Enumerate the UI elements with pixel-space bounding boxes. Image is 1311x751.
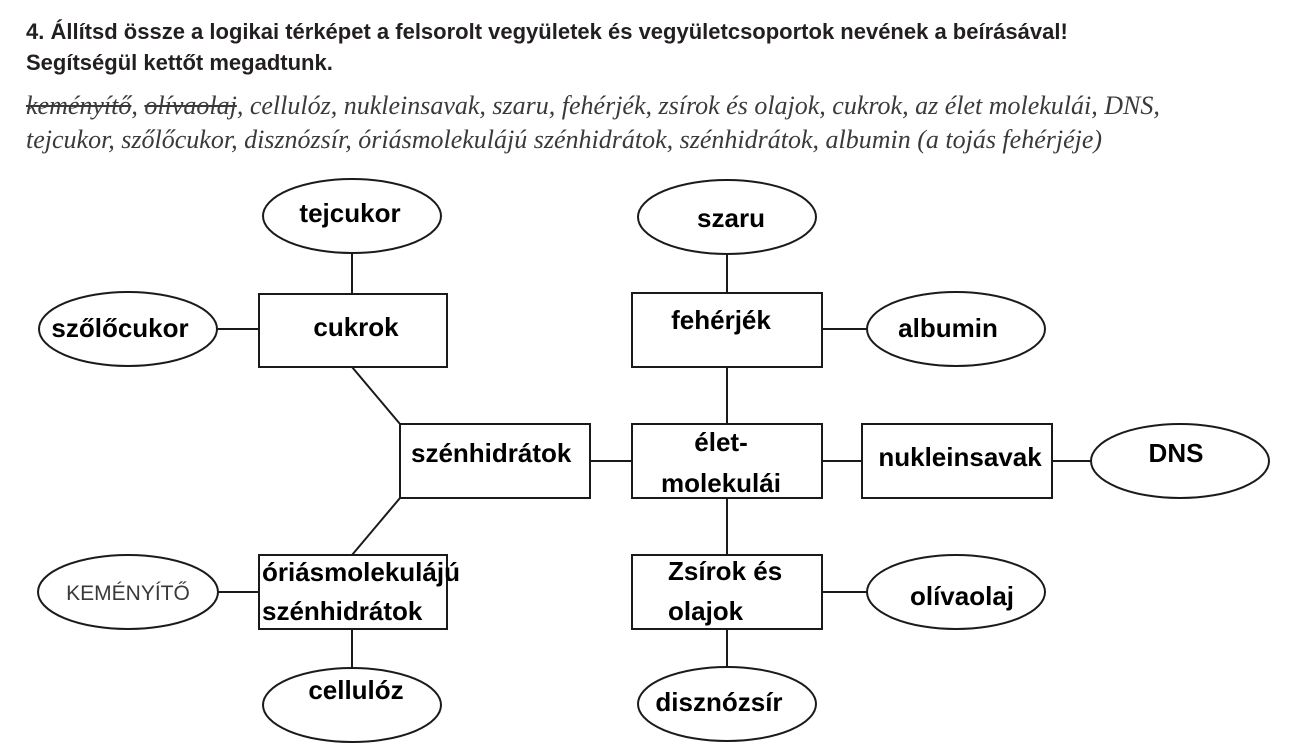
term-list-rest-1: , cellulóz, nukleinsavak, szaru, fehérjék, zsírok és olajok, cukrok, az élet molekulái, DNS, — [236, 91, 1160, 120]
node-nukleinsavak-label: nukleinsavak — [878, 442, 1042, 472]
node-szaru-label: szaru — [697, 203, 765, 233]
node-disznozsir-label: disznózsír — [655, 687, 783, 717]
term-list-line-2: tejcukor, szőlőcukor, disznózsír, óriásmolekulájú szénhidrátok, szénhidrátok, albumin (a tojás fehérjéje) — [26, 125, 1103, 154]
node-elet-molekulai-label-1: élet- — [694, 427, 748, 457]
node-oriasmolekulaju-label-2: szénhidrátok — [262, 596, 423, 626]
node-cukrok — [259, 294, 447, 367]
node-nukleinsavak — [862, 424, 1052, 498]
node-disznozsir — [638, 667, 816, 741]
node-szenhidratok-label: szénhidrátok — [411, 438, 572, 468]
conn-szenhidratok-oriasmolekulaju — [352, 498, 400, 555]
node-cellulos-label: cellulóz — [308, 675, 404, 705]
term-struck-olivaolaj: olívaolaj — [144, 91, 237, 120]
task-instruction-line-1: 4. Állítsd össze a logikai térképet a felsorolt vegyületek és vegyületcsoportok nevének a beírásával! — [26, 19, 1068, 44]
node-szolocukor — [39, 292, 217, 366]
node-cukrok-label: cukrok — [313, 312, 399, 342]
node-feherjek-label: fehérjék — [671, 305, 771, 335]
node-kemenyito-label: KEMÉNYÍTŐ — [66, 582, 190, 605]
node-tejcukor-label: tejcukor — [299, 198, 401, 228]
node-albumin-label: albumin — [898, 313, 998, 343]
node-albumin — [867, 292, 1045, 366]
node-zsirok-label-1: Zsírok és — [668, 556, 783, 586]
node-dns-label: DNS — [1148, 438, 1204, 468]
conn-cukrok-szenhidratok — [352, 367, 400, 424]
node-elet-molekulai-label-2: molekulái — [661, 468, 781, 498]
node-tejcukor — [263, 179, 441, 253]
node-kemenyito — [38, 555, 218, 629]
node-oriasmolekulaju-label-1: óriásmolekulájú — [262, 557, 460, 587]
task-instruction-line-2: Segítségül kettőt megadtunk. — [26, 50, 333, 75]
node-cellulos — [263, 668, 441, 742]
node-szenhidratok — [400, 424, 590, 498]
node-szaru — [638, 180, 816, 254]
term-struck-kemenyito: keményítő — [26, 91, 132, 120]
node-dns — [1091, 424, 1269, 498]
node-olivaolaj-label: olívaolaj — [909, 581, 1015, 611]
node-elet-molekulai — [632, 424, 822, 498]
node-szolocukor-label: szőlőcukor — [51, 313, 189, 343]
node-oriasmolekulaju — [259, 555, 460, 629]
term-separator: , — [131, 91, 145, 120]
node-zsirok-label-2: olajok — [668, 596, 744, 626]
node-zsirok — [632, 555, 822, 629]
node-olivaolaj — [867, 555, 1045, 629]
node-feherjek — [632, 293, 822, 367]
